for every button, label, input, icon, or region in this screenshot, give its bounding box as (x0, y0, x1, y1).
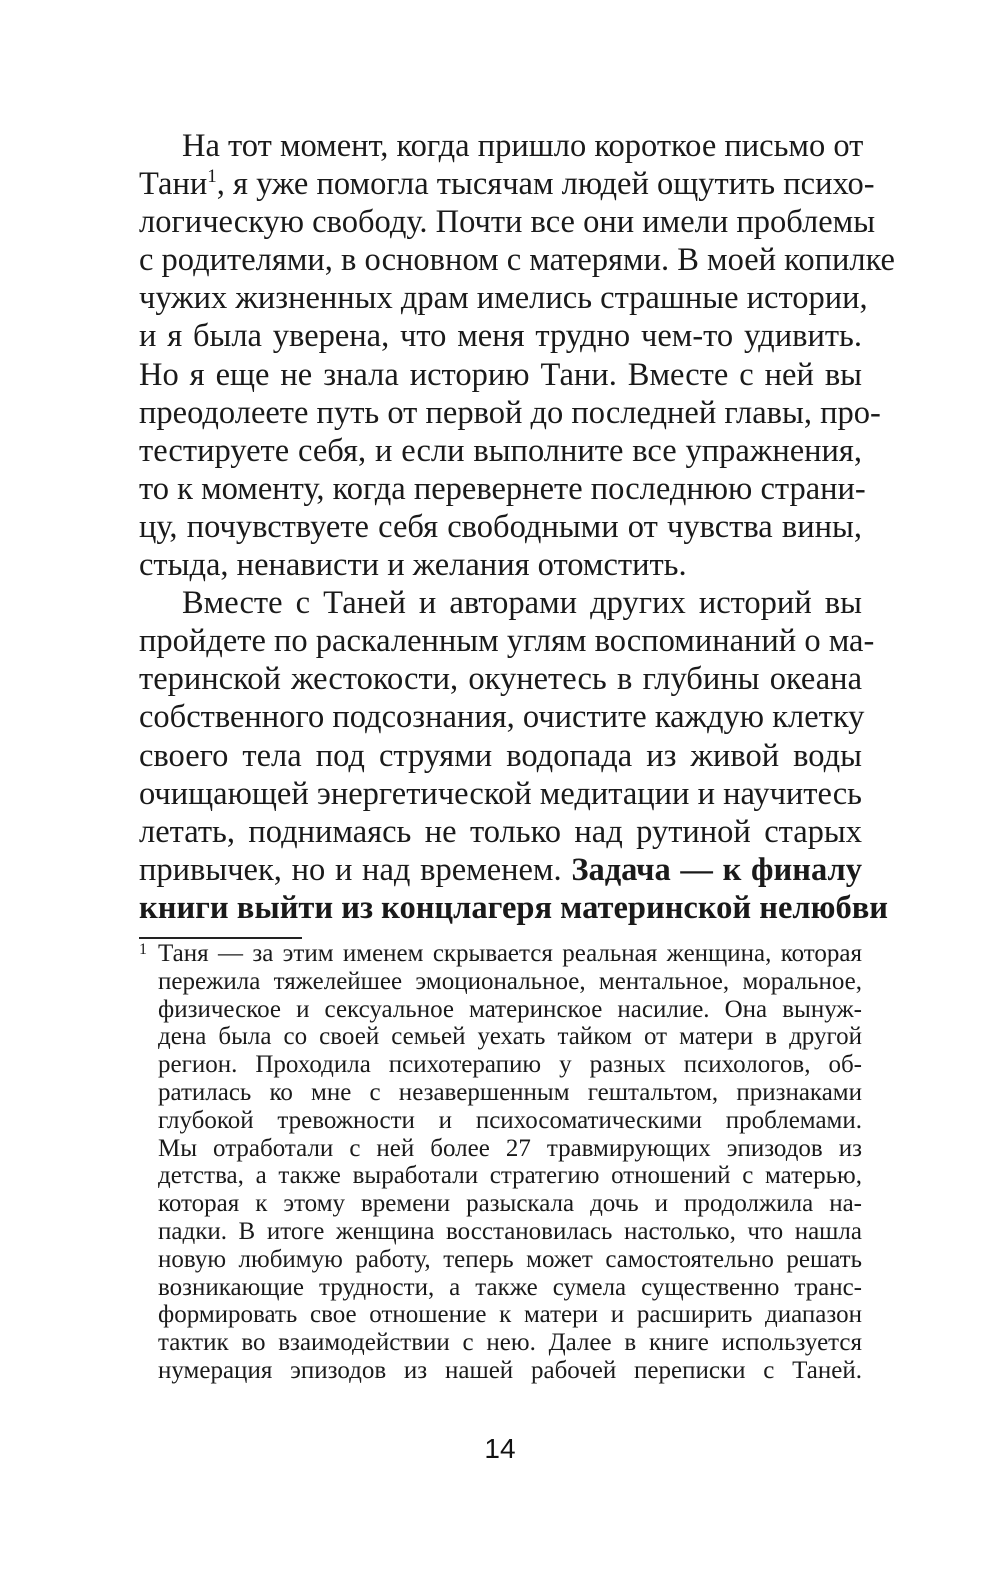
footnote-line: тактик во взаимодействии с нею. Далее в книге используется (158, 1329, 862, 1357)
footnote-line: 1 Таня — за этим именем скрывается реальная женщина, которая (139, 940, 862, 967)
text-line-bold: книги выйти из концлагеря материнской нелюбви (139, 889, 888, 926)
text-line: Тани$^1$, я уже помогла тысячам людей ощутить психо- (139, 166, 875, 203)
footnote-line: которая к этому времени разыскала дочь и продолжила на- (158, 1190, 862, 1218)
text-line: своего тела под струями водопада из живой воды (139, 737, 862, 774)
footnote-line: нумерация эпизодов из нашей рабочей переписки с Таней. (158, 1356, 862, 1384)
text-line: с родителями, в основном с матерями. В моей копилке (139, 242, 895, 279)
text-line: пройдете по раскаленным углям воспоминаний о ма- (139, 623, 875, 660)
footnote-mark: 1 (139, 941, 147, 958)
page-number: 14 (484, 1433, 516, 1464)
footnote-reference[interactable]: 1 (207, 166, 217, 188)
bold-emphasis: Задача — к финалу (571, 851, 862, 888)
footnote-divider (139, 937, 302, 939)
text-line: теринской жестокости, окунетесь в глубины океана (139, 661, 862, 698)
footnote-line: глубокой тревожности и психосоматическими проблемами. (158, 1106, 862, 1134)
text-line: На тот момент, когда пришло короткое письмо от (182, 128, 864, 164)
footnote-line: ратилась ко мне с незавершенным гештальтом, признаками (158, 1078, 862, 1106)
text-line: цу, почувствуете себя свободными от чувства вины, (139, 508, 862, 545)
text-line: чужих жизненных драм имелись страшные истории, (139, 280, 868, 317)
footnote-line: формировать свое отношение к матери и расширить диапазон (158, 1301, 862, 1329)
footnote-line: пережила тяжелейшее эмоциональное, ментальное, моральное, (158, 967, 862, 995)
footnote-line: регион. Проходила психотерапию у разных психологов, об- (158, 1051, 862, 1079)
text-line: стыда, ненависти и желания отомстить. (139, 547, 687, 584)
footnote-line: дена была со своей семьей уехать тайком от матери в другой (158, 1023, 862, 1051)
text-line: собственного подсознания, очистите каждую клетку (139, 699, 865, 736)
footnote-line: падки. В итоге женщина восстановилась настолько, что нашла (158, 1217, 862, 1245)
footnote-line: возникающие трудности, а также сумела существенно транс- (158, 1273, 862, 1301)
footnote-line: новую любимую работу, теперь может самостоятельно решать (158, 1245, 862, 1273)
text-line: очищающей энергетической медитации и научитесь (139, 775, 862, 812)
text-line: Вместе с Таней и авторами других историй вы (182, 585, 862, 622)
main-text (139, 127, 895, 927)
text-line: логическую свободу. Почти все они имели проблемы (139, 204, 876, 241)
footnote-line: детства, а также выработали стратегию отношений с матерью, (158, 1162, 862, 1190)
text-line: тестируете себя, и если выполните все упражнения, (139, 432, 862, 469)
text-line: привычек, но и над временем. Задача — к финалу (139, 851, 862, 888)
text-line: Но я еще не знала историю Тани. Вместе с ней вы (139, 356, 862, 393)
text-line: то к моменту, когда перевернете последнюю страни- (139, 470, 866, 507)
text-line: преодолеете путь от первой до последней главы, про- (139, 394, 881, 431)
text-line: и я была уверена, что меня трудно чем-то удивить. (139, 318, 862, 355)
footnote (139, 940, 862, 1385)
footnote-line: Мы отработали с ней более 27 травмирующих эпизодов из (158, 1134, 862, 1162)
footnote-line: физическое и сексуальное материнское насилие. Она вынуж- (158, 995, 862, 1023)
text-line: летать, поднимаясь не только над рутиной старых (139, 813, 862, 850)
